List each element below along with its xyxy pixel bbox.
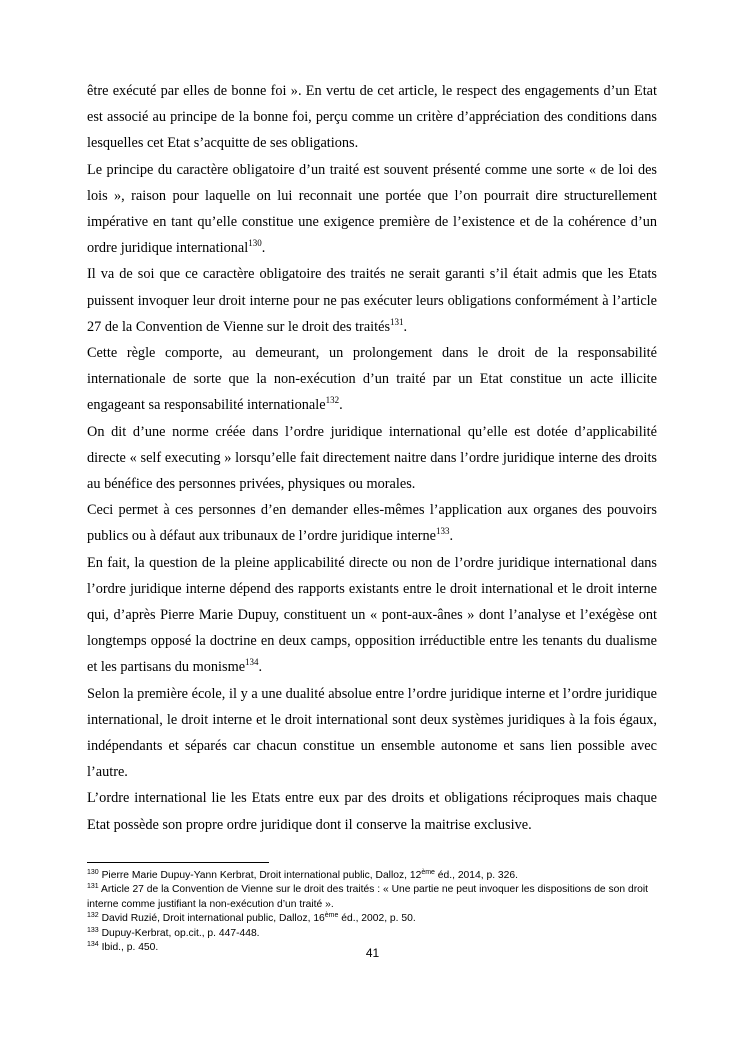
footnote-text-end: éd., 2002, p. 50. (338, 913, 416, 925)
footnote-superscript: ème (324, 912, 339, 920)
paragraph-end: . (403, 318, 408, 335)
footnote-superscript: ème (421, 869, 435, 876)
paragraph-text: On dit d’une norme créée dans l’ordre juridique international qu’elle est dotée d’applicabilité directe « self executing » lorsqu’elle fait directement naitre dans l’ordre juridique interne des droits au bénéfice des personnes privées, physiques ou morales. (87, 423, 657, 493)
paragraph (87, 78, 657, 157)
paragraph-text: L’ordre international lie les Etats entre eux par des droits et obligations réciproques mais chaque Etat possède son propre ordre juridique dont il conserve la maitrise exclusive. (87, 790, 657, 833)
footnote-number: 131 (87, 883, 99, 891)
paragraph-text: Il va de soi que ce caractère obligatoire des traités ne serait garanti s’il était admis que les Etats puissent invoquer leur droit interne pour ne pas exécuter leurs obligations conformément à l’article 27 de la Convention de Vienne sur le droit des traités (87, 266, 657, 335)
paragraph-end: . (258, 659, 263, 676)
main-text (87, 78, 657, 838)
footnote-number: 134 (87, 941, 99, 949)
footnote-ref[interactable]: 131 (390, 316, 404, 327)
footnote-number: 132 (87, 912, 99, 920)
footnote-number: 130 (87, 869, 99, 876)
footnotes (87, 869, 657, 955)
paragraph (87, 157, 657, 262)
paragraph-text: être exécuté par elles de bonne foi ». En vertu de cet article, le respect des engagements d’un Etat est associé au principe de la bonne foi, perçu comme un critère d’appréciation des conditions dans lesquelles cet Etat s’acquitte de ses obligations. (87, 83, 657, 152)
footnote-ref[interactable]: 130 (248, 238, 262, 249)
paragraph-end: . (339, 397, 343, 414)
paragraph (87, 550, 657, 681)
footnote (87, 883, 657, 912)
footnote-ref[interactable]: 133 (435, 526, 450, 537)
footnote-ref[interactable]: 132 (325, 395, 340, 406)
footnote-text: Ibid., p. 450. (101, 942, 159, 954)
footnote-ref[interactable]: 134 (245, 657, 259, 668)
footnote-text: Dupuy-Kerbrat, op.cit., p. 447-448. (101, 927, 260, 939)
footnote (87, 927, 657, 941)
footnote-text: David Ruzié, Droit international public, Dalloz, 16 (101, 913, 325, 925)
paragraph (87, 681, 657, 786)
paragraph (87, 419, 657, 498)
paragraph (87, 261, 657, 340)
footnote-separator (87, 862, 269, 863)
paragraph-end: . (449, 528, 454, 545)
paragraph-text: Cette règle comporte, au demeurant, un prolongement dans le droit de la responsabilité internationale de sorte que la non-exécution d’un traité par un Etat constitue un acte illicite engageant sa responsabilité internationale (87, 345, 657, 414)
footnote (87, 912, 657, 926)
page-body (87, 78, 657, 838)
paragraph-text: Le principe du caractère obligatoire d’un traité est souvent présenté comme une sorte « de loi des lois », raison pour laquelle on lui reconnait une portée que l’on pourrait dire structurellement impérative en tant qu’elle constitue une exigence première de l’existence et de la cohérence d’un ordre juridique international (87, 161, 657, 257)
paragraph (87, 340, 657, 419)
paragraph (87, 497, 657, 549)
paragraph (87, 785, 657, 837)
footnote (87, 869, 657, 883)
footnote-text-end: éd., 2014, p. 326. (434, 870, 518, 881)
paragraph-text: Selon la première école, il y a une dualité absolue entre l’ordre juridique interne et l’ordre juridique international, le droit interne et le droit international sont deux systèmes juridiques à la fois égaux, indépendants et séparés car chacun constitue un ensemble autonome et sans lien possible avec l’autre. (87, 685, 657, 781)
footnote-number: 133 (87, 926, 99, 934)
footnote-text: Article 27 de la Convention de Vienne sur le droit des traités : « Une partie ne peut invoquer les dispositions de son droit interne comme justifiant la non-exécution d’un traité ». (87, 884, 649, 910)
paragraph-text: En fait, la question de la pleine applicabilité directe ou non de l’ordre juridique international dans l’ordre juridique interne dépend des rapports existants entre le droit international et le droit interne qui, d’après Pierre Marie Dupuy, constituent un « pont-aux-ânes » dont l’analyse et l’exégèse ont longtemps opposé la doctrine en deux camps, opposition irréductible entre les tenants du dualisme et les partisans du monisme (87, 554, 657, 676)
footnote-text: Pierre Marie Dupuy-Yann Kerbrat, Droit international public, Dalloz, 12 (101, 870, 422, 881)
page-number: 41 (365, 946, 380, 960)
paragraph-end: . (261, 240, 266, 257)
paragraph-text: Ceci permet à ces personnes d’en demander elles-mêmes l’application aux organes des pouvoirs publics ou à défaut aux tribunaux de l’ordre juridique interne (87, 502, 657, 545)
